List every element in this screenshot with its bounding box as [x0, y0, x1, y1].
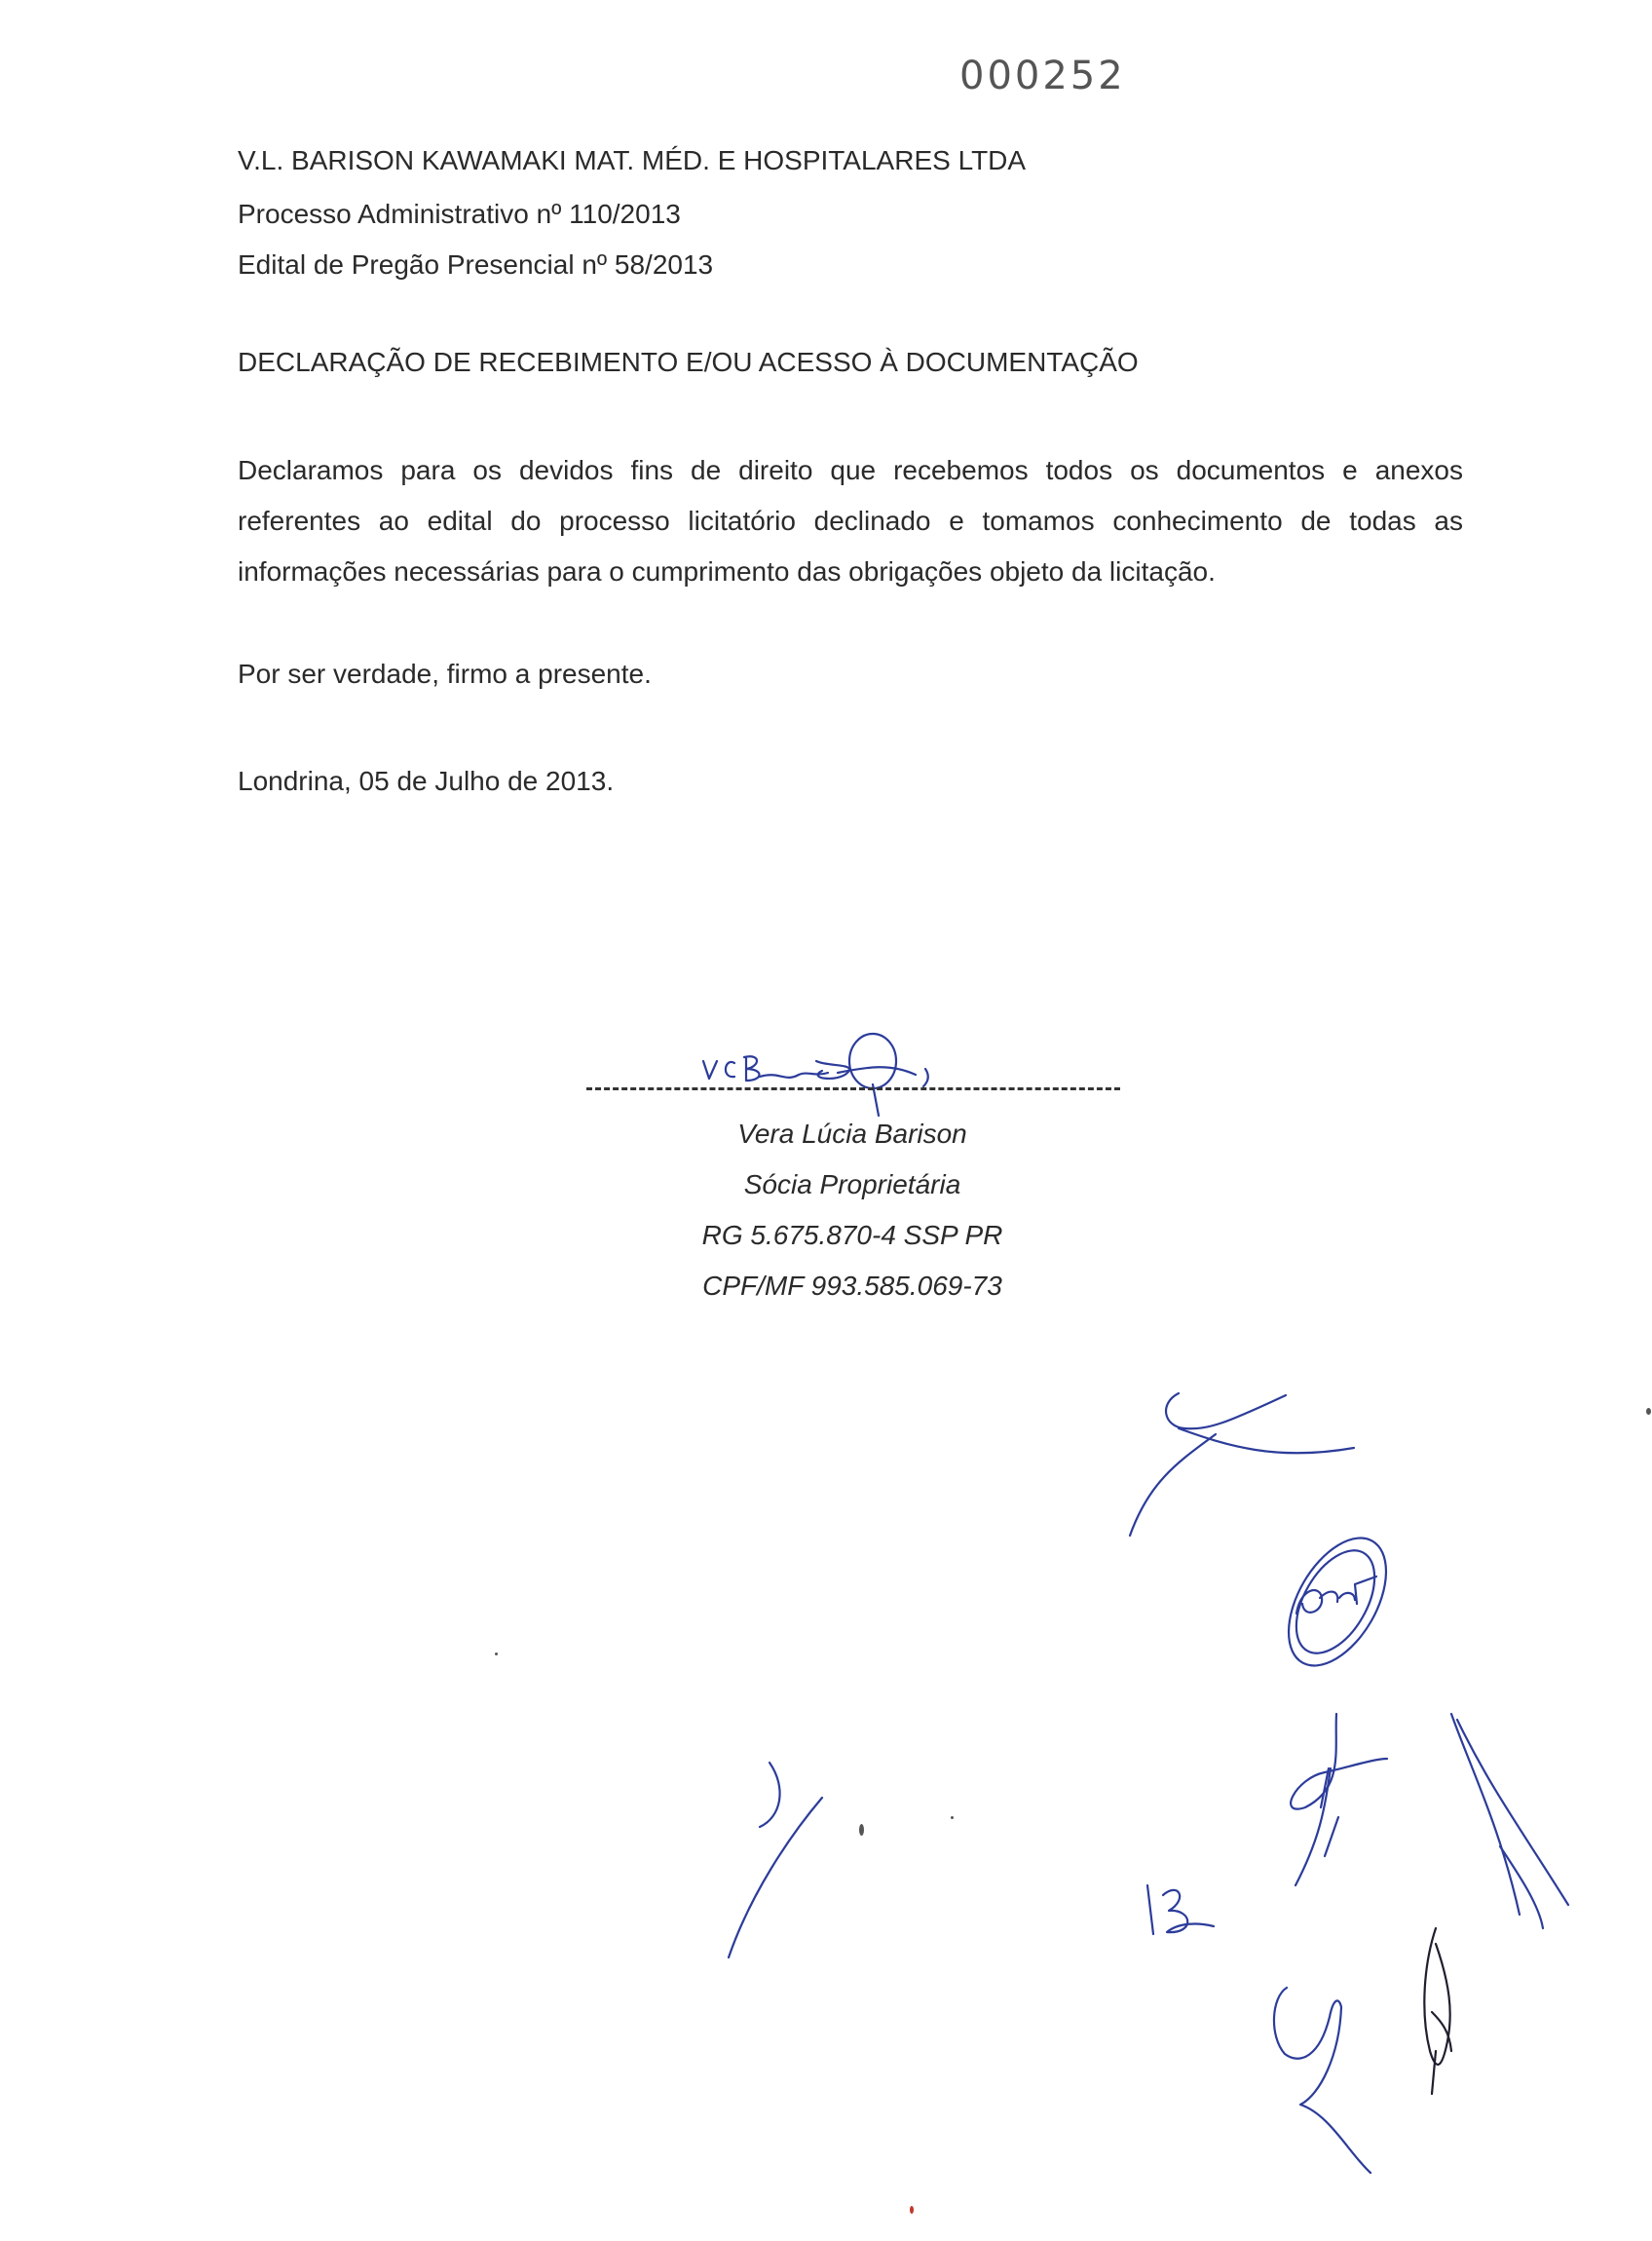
scan-speck	[859, 1824, 864, 1836]
scan-speck	[951, 1816, 954, 1819]
scan-speck	[1646, 1408, 1651, 1415]
rubric-scribble-middle	[1266, 1710, 1393, 1905]
signer-rg: RG 5.675.870-4 SSP PR	[701, 1220, 1003, 1250]
company-name: V.L. BARISON KAWAMAKI MAT. MÉD. E HOSPITALARES LTDA	[238, 145, 1027, 175]
edital-number: Edital de Pregão Presencial nº 58/2013	[238, 249, 714, 280]
signature-line	[586, 1087, 1120, 1090]
signer-cpf: CPF/MF 993.585.069-73	[702, 1271, 1002, 1301]
handwritten-signature	[692, 1028, 955, 1116]
process-number: Processo Administrativo nº 110/2013	[238, 199, 681, 229]
closing-statement: Por ser verdade, firmo a presente.	[238, 659, 652, 689]
rubric-bottom-left-ink	[1261, 1958, 1378, 2173]
scan-speck	[495, 1652, 498, 1655]
rubric-initials-top	[1120, 1384, 1373, 1539]
handwritten-page-number	[1140, 1876, 1227, 1954]
signer-name: Vera Lúcia Barison	[737, 1119, 967, 1149]
document-title: DECLARAÇÃO DE RECEBIMENTO E/OU ACESSO À DOCUMENTAÇÃO	[238, 347, 1139, 377]
signer-role: Sócia Proprietária	[743, 1169, 961, 1199]
rubric-oval	[1261, 1530, 1417, 1676]
declaration-paragraph: Declaramos para os devidos fins de direito que recebemos todos os documentos e anexos referentes ao edital do processo licitatório declinado e tomamos conhecimento de todas as informações necessárias para o cumprimento das obrigações objeto da licitação.	[238, 455, 1463, 587]
rubric-bottom-right-dark	[1403, 1924, 1471, 2100]
page-number-stamp: 000252	[959, 54, 1126, 98]
rubric-slash-left	[721, 1759, 828, 1963]
scan-speck	[910, 2206, 914, 2214]
rubric-scribble-right	[1442, 1710, 1578, 1934]
place-and-date: Londrina, 05 de Julho de 2013.	[238, 766, 615, 796]
